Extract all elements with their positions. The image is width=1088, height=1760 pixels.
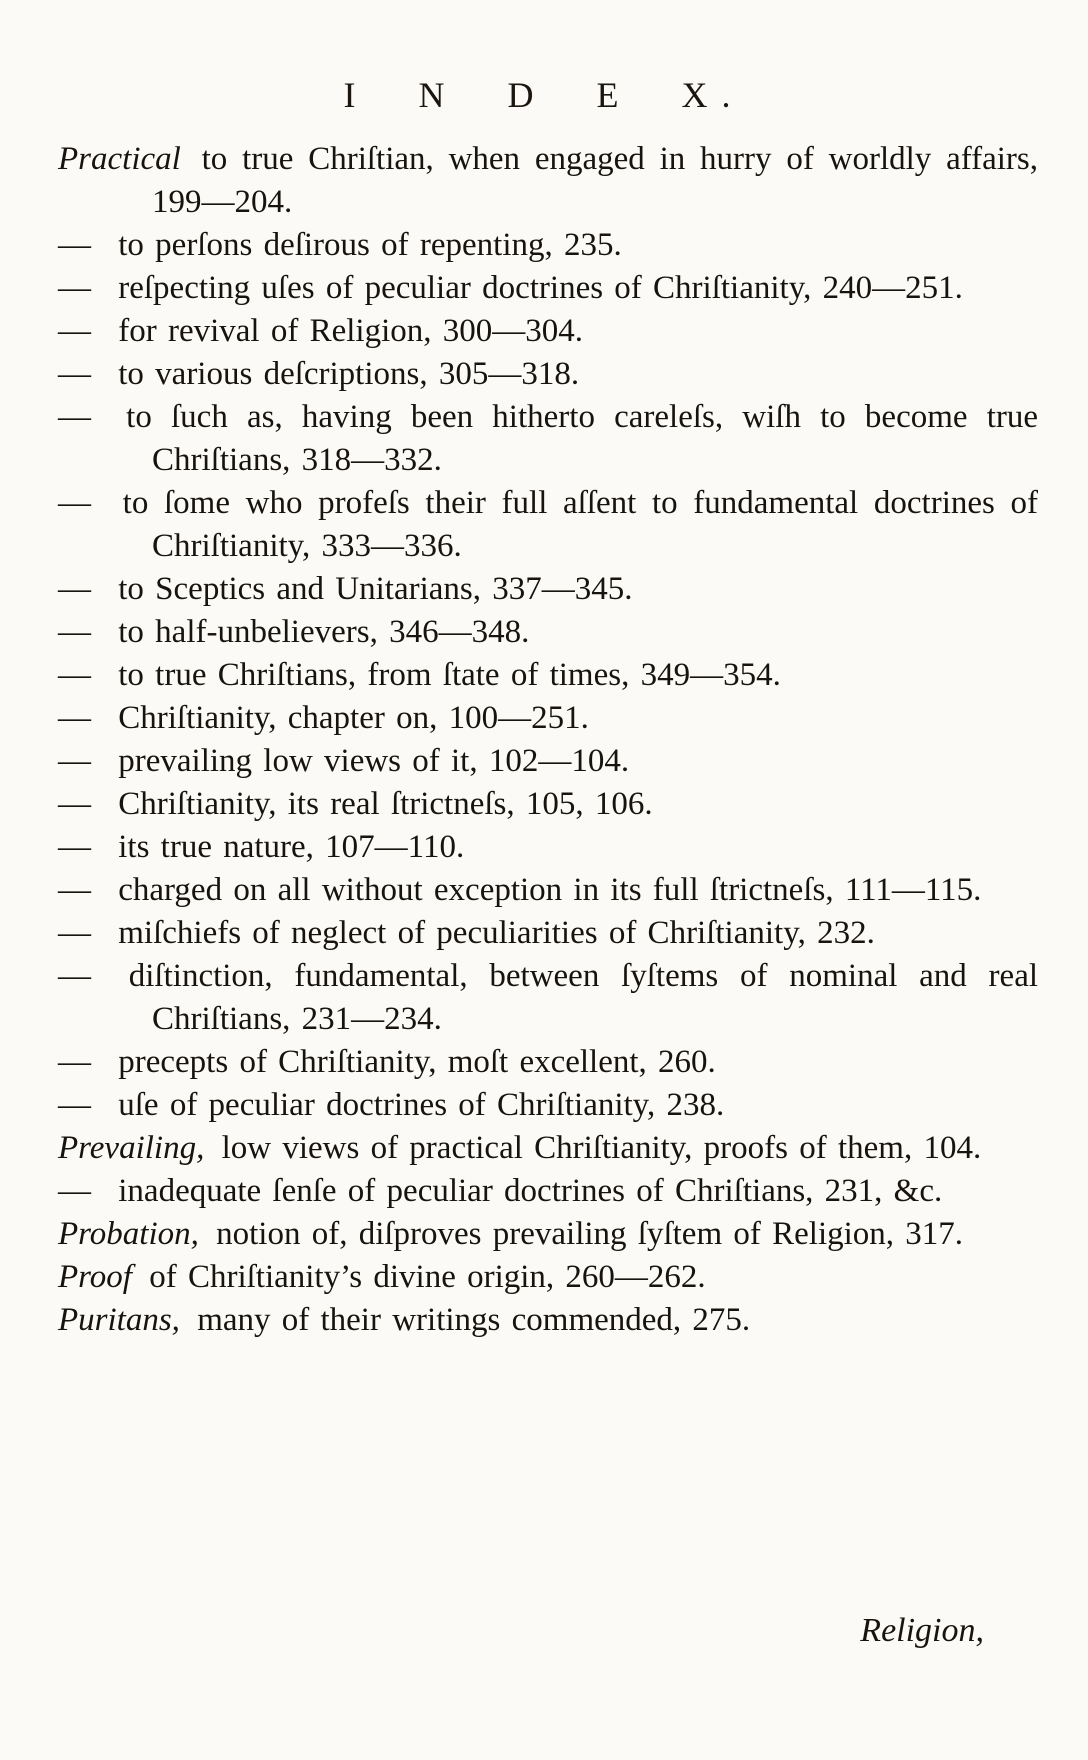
entry-lead: Probation, bbox=[58, 1216, 199, 1252]
entry-text: precepts of Chriſtianity, moſt excellent, 260. bbox=[118, 1044, 716, 1080]
index-entry bbox=[58, 611, 1038, 654]
entry-text: Chriſtianity, its real ſtrictneſs, 105, 106. bbox=[118, 786, 653, 822]
index-entry bbox=[58, 482, 1038, 568]
entry-text: charged on all without exception in its full ſtrictneſs, 111—115. bbox=[118, 872, 982, 908]
index-entry bbox=[58, 1127, 1038, 1170]
index-entry bbox=[58, 568, 1038, 611]
entry-text: to true Chriſtians, from ſtate of times, 349—354. bbox=[118, 657, 781, 693]
entry-lead: — bbox=[58, 829, 91, 865]
entry-text: to ſome who profeſs their full aſſent to fundamental doctrines of Chriſtianity, 333—336. bbox=[122, 485, 1038, 564]
entry-lead: — bbox=[58, 227, 91, 263]
entry-lead: — bbox=[58, 399, 91, 435]
index-entry bbox=[58, 740, 1038, 783]
entry-text: for revival of Religion, 300—304. bbox=[118, 313, 584, 349]
index-entry bbox=[58, 396, 1038, 482]
entry-text: low views of practical Chriſtianity, proofs of them, 104. bbox=[221, 1130, 982, 1166]
entry-lead: — bbox=[58, 657, 91, 693]
entry-text: many of their writings commended, 275. bbox=[197, 1302, 751, 1338]
index-entry bbox=[58, 1041, 1038, 1084]
entry-lead: Proof bbox=[58, 1259, 132, 1295]
entry-lead: Prevailing, bbox=[58, 1130, 205, 1166]
entry-lead: — bbox=[58, 356, 91, 392]
entry-lead: — bbox=[58, 1173, 91, 1209]
entry-lead: — bbox=[58, 571, 91, 607]
index-entry bbox=[58, 353, 1038, 396]
entry-text: prevailing low views of it, 102—104. bbox=[118, 743, 630, 779]
entry-lead: — bbox=[58, 915, 91, 951]
entry-lead: — bbox=[58, 1044, 91, 1080]
index-entry bbox=[58, 224, 1038, 267]
entry-lead: Practical bbox=[58, 141, 181, 177]
entry-text: to true Chriſtian, when engaged in hurry of worldly affairs, 199—204. bbox=[152, 141, 1039, 220]
index-entry bbox=[58, 1084, 1038, 1127]
entry-lead: — bbox=[58, 786, 91, 822]
entry-lead: — bbox=[58, 700, 91, 736]
page-title: I N D E X. bbox=[343, 75, 745, 115]
index-entry bbox=[58, 654, 1038, 697]
entry-lead: — bbox=[58, 743, 91, 779]
index-entry bbox=[58, 912, 1038, 955]
entry-lead: — bbox=[58, 485, 91, 521]
index-entry bbox=[58, 697, 1038, 740]
entry-text: its true nature, 107—110. bbox=[118, 829, 465, 865]
entry-lead: — bbox=[58, 958, 91, 994]
entry-text: reſpecting uſes of peculiar doctrines of Chriſtianity, 240—251. bbox=[118, 270, 963, 306]
index-entry bbox=[58, 783, 1038, 826]
entry-lead: — bbox=[58, 614, 91, 650]
index-entry bbox=[58, 869, 1038, 912]
entry-text: Chriſtianity, chapter on, 100—251. bbox=[118, 700, 589, 736]
entry-text: to ſuch as, having been hitherto careleſs, wiſh to become true Chriſtians, 318—332. bbox=[126, 399, 1039, 478]
entry-text: to half-unbelievers, 346—348. bbox=[118, 614, 530, 650]
entry-text: notion of, diſproves prevailing ſyſtem of Religion, 317. bbox=[216, 1216, 964, 1252]
index-entry bbox=[58, 1170, 1038, 1213]
catchword: Religion, bbox=[860, 1612, 984, 1649]
entry-lead: — bbox=[58, 270, 91, 306]
index-entry bbox=[58, 1256, 1038, 1299]
index-entry bbox=[58, 138, 1038, 224]
index-entry bbox=[58, 310, 1038, 353]
entry-text: uſe of peculiar doctrines of Chriſtianity, 238. bbox=[118, 1087, 725, 1123]
entry-text: to perſons deſirous of repenting, 235. bbox=[118, 227, 622, 263]
entry-text: to various deſcriptions, 305—318. bbox=[118, 356, 580, 392]
entry-lead: Puritans, bbox=[58, 1302, 180, 1338]
index-entries bbox=[58, 138, 1038, 1342]
entry-text: diſtinction, fundamental, between ſyſtems of nominal and real Chriſtians, 231—234. bbox=[128, 958, 1039, 1037]
entry-text: of Chriſtianity’s divine origin, 260—262. bbox=[149, 1259, 706, 1295]
index-entry bbox=[58, 826, 1038, 869]
index-entry bbox=[58, 955, 1038, 1041]
index-entry bbox=[58, 1213, 1038, 1256]
entry-lead: — bbox=[58, 872, 91, 908]
entry-lead: — bbox=[58, 1087, 91, 1123]
index-entry bbox=[58, 1299, 1038, 1342]
entry-text: inadequate ſenſe of peculiar doctrines of Chriſtians, 231, &c. bbox=[118, 1173, 943, 1209]
index-entry bbox=[58, 267, 1038, 310]
entry-text: miſchiefs of neglect of peculiarities of Chriſtianity, 232. bbox=[118, 915, 875, 951]
entry-text: to Sceptics and Unitarians, 337—345. bbox=[118, 571, 633, 607]
entry-lead: — bbox=[58, 313, 91, 349]
